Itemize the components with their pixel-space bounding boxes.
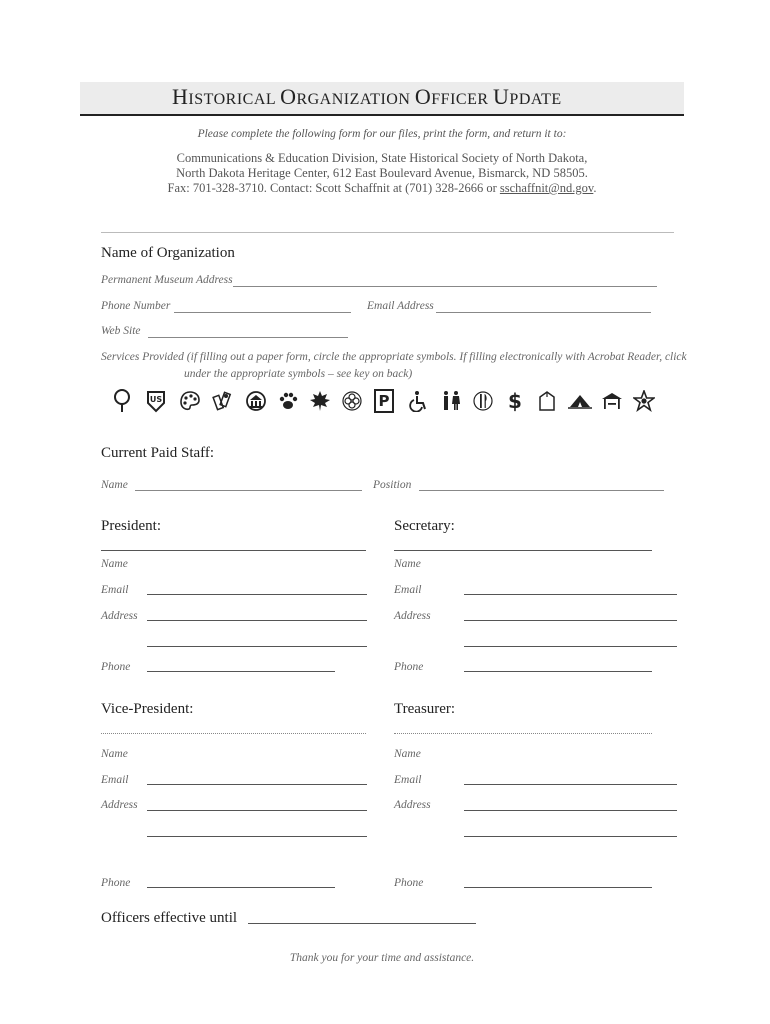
service-icons-row xyxy=(110,388,670,418)
phone-number-field[interactable] xyxy=(174,312,351,313)
paw-icon[interactable] xyxy=(276,388,300,414)
secretary-name-label: Name xyxy=(394,558,421,570)
vice-president-name-label: Name xyxy=(101,748,128,760)
vice-president-name-line[interactable] xyxy=(101,733,366,734)
section-divider xyxy=(101,232,674,233)
address-line-3: Fax: 701-328-3710. Contact: Scott Schaffnit at (701) 328-2666 or sschaffnit@nd.gov. xyxy=(167,181,597,195)
president-name-line[interactable] xyxy=(101,550,366,551)
website-field[interactable] xyxy=(148,337,348,338)
gift-shop-icon[interactable] xyxy=(536,388,558,414)
treasurer-phone-field[interactable] xyxy=(464,887,652,888)
vice-president-phone-label: Phone xyxy=(101,877,131,889)
food-utensils-icon[interactable] xyxy=(472,388,494,414)
website-label: Web Site xyxy=(101,325,141,337)
secretary-heading: Secretary: xyxy=(394,518,455,534)
wheelchair-icon[interactable] xyxy=(408,388,430,414)
president-email-field[interactable] xyxy=(147,594,367,595)
camping-tent-icon[interactable] xyxy=(568,388,592,414)
treasurer-phone-label: Phone xyxy=(394,877,424,889)
address-line-1: Communications & Education Division, State Historical Society of North Dakota, xyxy=(176,151,588,165)
vice-president-email-field[interactable] xyxy=(147,784,367,785)
address-line-2: North Dakota Heritage Center, 612 East Boulevard Avenue, Bismarck, ND 58505. xyxy=(176,166,588,180)
secretary-address-field-1[interactable] xyxy=(464,620,677,621)
vice-president-address-field-1[interactable] xyxy=(147,810,367,811)
president-name-label: Name xyxy=(101,558,128,570)
treasurer-address-field-1[interactable] xyxy=(464,810,677,811)
museum-building-icon[interactable] xyxy=(244,388,268,414)
treasurer-address-field-2[interactable] xyxy=(464,836,677,837)
vice-president-address-field-2[interactable] xyxy=(147,836,367,837)
dollar-icon[interactable]: $ xyxy=(508,389,522,413)
staff-heading: Current Paid Staff: xyxy=(101,445,215,461)
secretary-email-field[interactable] xyxy=(464,594,677,595)
tree-icon[interactable] xyxy=(110,388,134,414)
leaf-icon[interactable] xyxy=(308,388,332,414)
secretary-name-line[interactable] xyxy=(394,550,652,551)
title-rule xyxy=(80,114,684,116)
officers-effective-field[interactable] xyxy=(248,923,476,924)
lodging-icon[interactable] xyxy=(632,388,656,414)
treasurer-address-label: Address xyxy=(394,799,431,811)
treasurer-name-label: Name xyxy=(394,748,421,760)
treasurer-name-line[interactable] xyxy=(394,733,652,734)
page-title: HISTORICAL ORGANIZATION OFFICER UPDATE xyxy=(172,84,562,109)
president-phone-field[interactable] xyxy=(147,671,335,672)
staff-name-field[interactable] xyxy=(135,490,362,491)
treasurer-email-label: Email xyxy=(394,774,422,786)
president-email-label: Email xyxy=(101,584,129,596)
intro-text: Please complete the following form for our files, print the form, and return it to: xyxy=(197,128,567,140)
staff-position-label: Position xyxy=(373,479,412,491)
vice-president-heading: Vice-President: xyxy=(101,701,194,717)
museum-address-field[interactable] xyxy=(233,286,657,287)
officers-effective-label: Officers effective until xyxy=(101,910,238,926)
services-instructions-2: under the appropriate symbols – see key on back) xyxy=(184,368,413,380)
tools-icon[interactable] xyxy=(210,388,234,414)
parking-icon[interactable]: P xyxy=(374,388,394,414)
services-instructions-1: Services Provided (if filling out a paper form, circle the appropriate symbols. If filling electronically with Acrobat Reader, click xyxy=(101,351,687,363)
picnic-shelter-icon[interactable] xyxy=(600,388,624,414)
treasurer-heading: Treasurer: xyxy=(394,701,456,717)
secretary-email-label: Email xyxy=(394,584,422,596)
email-address-field[interactable] xyxy=(436,312,651,313)
president-phone-label: Phone xyxy=(101,661,131,673)
svg-text:US: US xyxy=(149,395,163,404)
president-address-label: Address xyxy=(101,610,138,622)
staff-position-field[interactable] xyxy=(419,490,664,491)
president-heading: President: xyxy=(101,518,161,534)
palette-icon[interactable] xyxy=(178,388,202,414)
president-address-field-2[interactable] xyxy=(147,646,367,647)
restroom-icon[interactable] xyxy=(440,388,462,414)
phone-number-label: Phone Number xyxy=(101,300,171,312)
secretary-phone-field[interactable] xyxy=(464,671,652,672)
treasurer-email-field[interactable] xyxy=(464,784,677,785)
president-address-field-1[interactable] xyxy=(147,620,367,621)
secretary-address-field-2[interactable] xyxy=(464,646,677,647)
secretary-phone-label: Phone xyxy=(394,661,424,673)
thank-you-note: Thank you for your time and assistance. xyxy=(289,952,475,964)
organization-heading: Name of Organization xyxy=(101,245,235,261)
museum-address-label: Permanent Museum Address xyxy=(101,274,233,286)
vice-president-phone-field[interactable] xyxy=(147,887,335,888)
secretary-address-label: Address xyxy=(394,610,431,622)
email-address-label: Email Address xyxy=(367,300,434,312)
staff-name-label: Name xyxy=(101,479,128,491)
contact-email-link[interactable]: sschaffnit@nd.gov xyxy=(499,181,594,195)
vice-president-address-label: Address xyxy=(101,799,138,811)
flower-icon[interactable] xyxy=(340,388,364,414)
us-flag-badge-icon[interactable] xyxy=(144,388,168,414)
vice-president-email-label: Email xyxy=(101,774,129,786)
